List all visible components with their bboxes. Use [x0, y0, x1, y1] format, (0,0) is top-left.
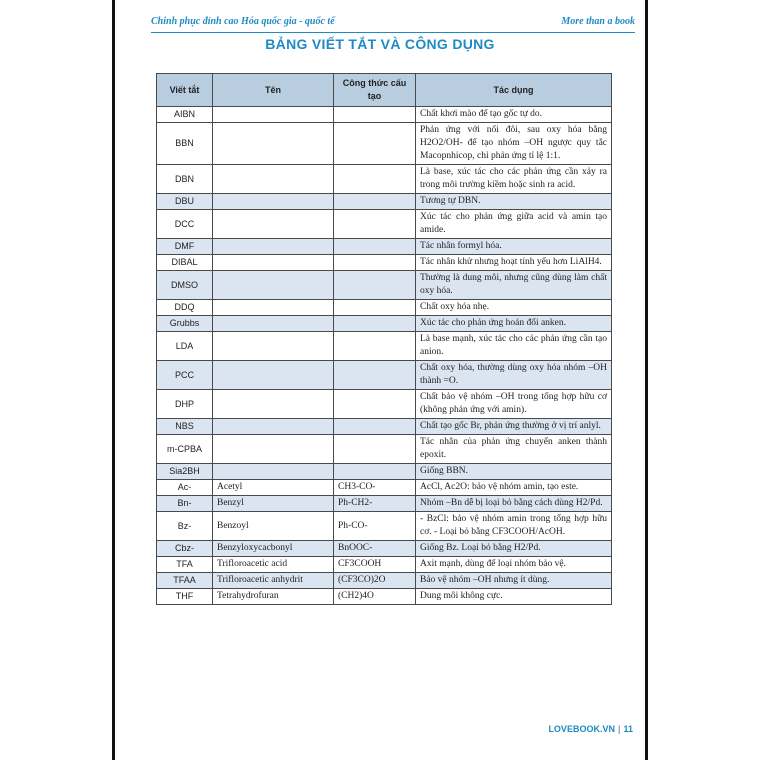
cell-name [213, 300, 334, 316]
cell-name: Benzoyl [213, 512, 334, 541]
cell-formula: Ph-CO- [334, 512, 416, 541]
cell-formula [334, 239, 416, 255]
cell-name [213, 361, 334, 390]
column-header: Tác dụng [416, 74, 612, 107]
cell-use: Nhóm –Bn dễ bị loại bỏ bằng cách dùng H2/Pd. [416, 496, 612, 512]
cell-formula: (CF3CO)2O [334, 573, 416, 589]
table-row [157, 480, 612, 496]
table-row [157, 419, 612, 435]
table-row [157, 361, 612, 390]
cell-name: Benzyloxycacbonyl [213, 541, 334, 557]
table-row [157, 194, 612, 210]
cell-name [213, 107, 334, 123]
table-row [157, 255, 612, 271]
cell-name: Tetrahydrofuran [213, 589, 334, 605]
cell-abbr: DIBAL [157, 255, 213, 271]
cell-abbr: DBU [157, 194, 213, 210]
table-row [157, 123, 612, 165]
table-row [157, 496, 612, 512]
cell-name [213, 194, 334, 210]
cell-abbr: TFAA [157, 573, 213, 589]
footer-separator: | [617, 724, 621, 734]
cell-abbr: AIBN [157, 107, 213, 123]
cell-name [213, 271, 334, 300]
cell-abbr: Cbz- [157, 541, 213, 557]
cell-abbr: THF [157, 589, 213, 605]
cell-formula [334, 316, 416, 332]
cell-name: Benzyl [213, 496, 334, 512]
table-row [157, 332, 612, 361]
table-row [157, 557, 612, 573]
cell-formula [334, 361, 416, 390]
cell-use: Giống BBN. [416, 464, 612, 480]
column-header: Công thức cấu tạo [334, 74, 416, 107]
cell-name: Trifloroacetic acid [213, 557, 334, 573]
cell-abbr: BBN [157, 123, 213, 165]
page-number: 11 [623, 724, 633, 734]
table-row [157, 390, 612, 419]
cell-name [213, 255, 334, 271]
cell-abbr: LDA [157, 332, 213, 361]
table-row [157, 573, 612, 589]
cell-formula: BnOOC- [334, 541, 416, 557]
footer-site: LOVEBOOK.VN [548, 724, 615, 734]
cell-name [213, 239, 334, 255]
cell-use: Tương tự DBN. [416, 194, 612, 210]
cell-name [213, 419, 334, 435]
cell-use: Chất khơi mào để tạo gốc tự do. [416, 107, 612, 123]
cell-use: Là base, xúc tác cho các phản ứng cần xảy ra trong môi trường kiềm hoặc sinh ra acid. [416, 165, 612, 194]
page-footer [548, 724, 633, 734]
cell-formula [334, 390, 416, 419]
table-row [157, 512, 612, 541]
table-row [157, 541, 612, 557]
cell-use: Chất oxy hóa, thường dùng oxy hóa nhóm –OH thành =O. [416, 361, 612, 390]
cell-formula [334, 271, 416, 300]
cell-use: Chất tạo gốc Br, phản ứng thường ở vị trí anlyl. [416, 419, 612, 435]
page-title: BẢNG VIẾT TẮT VÀ CÔNG DỤNG [265, 36, 495, 52]
cell-abbr: PCC [157, 361, 213, 390]
cell-formula [334, 300, 416, 316]
cell-formula [334, 435, 416, 464]
cell-use: Axit mạnh, dùng để loại nhóm bảo vệ. [416, 557, 612, 573]
cell-abbr: DDQ [157, 300, 213, 316]
column-header: Tên [213, 74, 334, 107]
table-row [157, 464, 612, 480]
cell-name [213, 123, 334, 165]
cell-formula [334, 210, 416, 239]
cell-use: Chất oxy hóa nhẹ. [416, 300, 612, 316]
cell-abbr: Bz- [157, 512, 213, 541]
cell-use: Xúc tác cho phản ứng hoán đổi anken. [416, 316, 612, 332]
cell-formula: CH3-CO- [334, 480, 416, 496]
cell-use: Là base mạnh, xúc tác cho các phản ứng cần tạo anion. [416, 332, 612, 361]
cell-name [213, 316, 334, 332]
cell-formula [334, 123, 416, 165]
cell-abbr: Grubbs [157, 316, 213, 332]
cell-abbr: Sia2BH [157, 464, 213, 480]
cell-use: Xúc tác cho phản ứng giữa acid và amin tạo amide. [416, 210, 612, 239]
table-row [157, 435, 612, 464]
column-header: Viết tắt [157, 74, 213, 107]
running-header [151, 12, 635, 33]
cell-abbr: DMF [157, 239, 213, 255]
table-row [157, 165, 612, 194]
cell-formula [334, 464, 416, 480]
cell-abbr: DMSO [157, 271, 213, 300]
cell-use: AcCl, Ac2O: bảo vệ nhóm amin, tạo este. [416, 480, 612, 496]
cell-formula: (CH2)4O [334, 589, 416, 605]
cell-name [213, 464, 334, 480]
cell-use: Tác nhân của phản ứng chuyển anken thành epoxit. [416, 435, 612, 464]
cell-name [213, 210, 334, 239]
cell-use: Dung môi không cực. [416, 589, 612, 605]
cell-formula [334, 332, 416, 361]
cell-use: Bảo vệ nhóm –OH nhưng ít dùng. [416, 573, 612, 589]
cell-abbr: DBN [157, 165, 213, 194]
cell-formula [334, 255, 416, 271]
cell-use: Tác nhân khử nhưng hoạt tính yếu hơn LiAlH4. [416, 255, 612, 271]
table-header-row [157, 74, 612, 107]
cell-abbr: Ac- [157, 480, 213, 496]
cell-name [213, 435, 334, 464]
cell-name: Trifloroacetic anhydrit [213, 573, 334, 589]
cell-formula [334, 419, 416, 435]
table-row [157, 316, 612, 332]
abbreviation-table [156, 73, 612, 605]
cell-name [213, 165, 334, 194]
table-row [157, 107, 612, 123]
cell-abbr: m-CPBA [157, 435, 213, 464]
cell-abbr: TFA [157, 557, 213, 573]
cell-use: Phản ứng với nối đôi, sau oxy hóa bằng H2O2/OH- để tạo nhóm –OH ngược quy tắc Macopnhicop, chỉ phản ứng tỉ lệ 1:1. [416, 123, 612, 165]
tagline: More than a book [561, 16, 635, 27]
cell-use: Thường là dung môi, nhưng cũng dùng làm chất oxy hóa. [416, 271, 612, 300]
table-row [157, 271, 612, 300]
cell-formula [334, 107, 416, 123]
cell-formula: Ph-CH2- [334, 496, 416, 512]
table-row [157, 210, 612, 239]
cell-use: Tác nhân formyl hóa. [416, 239, 612, 255]
cell-use: Chất bảo vệ nhóm –OH trong tổng hợp hữu cơ (không phản ứng với amin). [416, 390, 612, 419]
document-page [112, 0, 648, 760]
cell-abbr: DHP [157, 390, 213, 419]
cell-abbr: DCC [157, 210, 213, 239]
book-title: Chinh phục đỉnh cao Hóa quốc gia - quốc tế [151, 16, 335, 27]
table-row [157, 239, 612, 255]
cell-formula [334, 165, 416, 194]
cell-use: Giống Bz. Loại bỏ bằng H2/Pd. [416, 541, 612, 557]
cell-name [213, 332, 334, 361]
table-body [157, 107, 612, 605]
cell-use: - BzCl: bảo vệ nhóm amin trong tổng hợp hữu cơ. - Loại bỏ bằng CF3COOH/AcOH. [416, 512, 612, 541]
cell-name: Acetyl [213, 480, 334, 496]
table-row [157, 589, 612, 605]
cell-name [213, 390, 334, 419]
cell-abbr: NBS [157, 419, 213, 435]
table-row [157, 300, 612, 316]
cell-formula [334, 194, 416, 210]
cell-formula: CF3COOH [334, 557, 416, 573]
cell-abbr: Bn- [157, 496, 213, 512]
